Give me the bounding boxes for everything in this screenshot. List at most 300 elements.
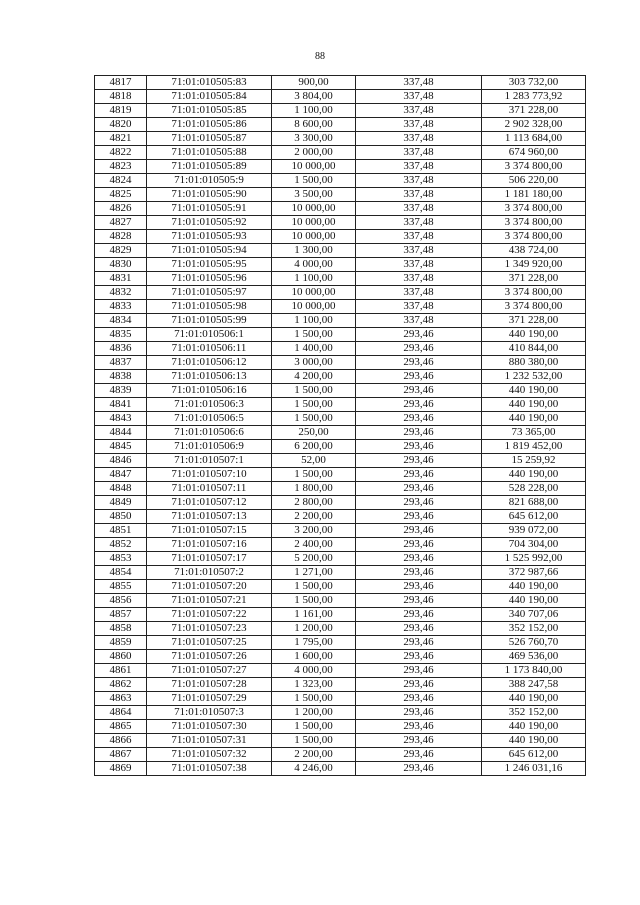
cadastral-number-cell: 71:01:010507:2 (147, 566, 272, 580)
row-number-cell: 4835 (95, 328, 147, 342)
specific-value-cell: 293,46 (356, 622, 482, 636)
area-cell: 4 200,00 (272, 370, 356, 384)
cadastral-number-cell: 71:01:010507:12 (147, 496, 272, 510)
cadastral-number-cell: 71:01:010505:92 (147, 216, 272, 230)
cadastral-value-cell: 1 113 684,00 (482, 132, 586, 146)
cadastral-value-cell: 73 365,00 (482, 426, 586, 440)
cadastral-number-cell: 71:01:010505:96 (147, 272, 272, 286)
row-number-cell: 4850 (95, 510, 147, 524)
specific-value-cell: 293,46 (356, 664, 482, 678)
row-number-cell: 4857 (95, 608, 147, 622)
cadastral-value-cell: 352 152,00 (482, 706, 586, 720)
cadastral-number-cell: 71:01:010507:27 (147, 664, 272, 678)
row-number-cell: 4866 (95, 734, 147, 748)
specific-value-cell: 293,46 (356, 538, 482, 552)
specific-value-cell: 293,46 (356, 706, 482, 720)
table-row (95, 160, 586, 174)
row-number-cell: 4825 (95, 188, 147, 202)
row-number-cell: 4854 (95, 566, 147, 580)
specific-value-cell: 337,48 (356, 244, 482, 258)
cadastral-number-cell: 71:01:010507:28 (147, 678, 272, 692)
cadastral-number-cell: 71:01:010507:15 (147, 524, 272, 538)
specific-value-cell: 337,48 (356, 300, 482, 314)
cadastral-value-cell: 3 374 800,00 (482, 286, 586, 300)
row-number-cell: 4864 (95, 706, 147, 720)
area-cell: 1 500,00 (272, 398, 356, 412)
area-cell: 1 500,00 (272, 594, 356, 608)
specific-value-cell: 293,46 (356, 426, 482, 440)
table-row (95, 650, 586, 664)
table-row (95, 552, 586, 566)
specific-value-cell: 337,48 (356, 258, 482, 272)
row-number-cell: 4821 (95, 132, 147, 146)
cadastral-number-cell: 71:01:010505:97 (147, 286, 272, 300)
cadastral-value-cell: 1 349 920,00 (482, 258, 586, 272)
row-number-cell: 4826 (95, 202, 147, 216)
cadastral-number-cell: 71:01:010507:23 (147, 622, 272, 636)
area-cell: 1 300,00 (272, 244, 356, 258)
area-cell: 2 200,00 (272, 510, 356, 524)
cadastral-number-cell: 71:01:010506:9 (147, 440, 272, 454)
area-cell: 1 161,00 (272, 608, 356, 622)
table-row (95, 440, 586, 454)
area-cell: 1 795,00 (272, 636, 356, 650)
table-row (95, 608, 586, 622)
cadastral-number-cell: 71:01:010506:16 (147, 384, 272, 398)
area-cell: 1 500,00 (272, 692, 356, 706)
specific-value-cell: 337,48 (356, 146, 482, 160)
cadastral-value-cell: 3 374 800,00 (482, 230, 586, 244)
row-number-cell: 4851 (95, 524, 147, 538)
row-number-cell: 4827 (95, 216, 147, 230)
row-number-cell: 4869 (95, 762, 147, 776)
table-row (95, 566, 586, 580)
table-row (95, 244, 586, 258)
table-row (95, 272, 586, 286)
specific-value-cell: 293,46 (356, 720, 482, 734)
cadastral-value-cell: 526 760,70 (482, 636, 586, 650)
specific-value-cell: 293,46 (356, 496, 482, 510)
table-row (95, 580, 586, 594)
table-row (95, 356, 586, 370)
row-number-cell: 4831 (95, 272, 147, 286)
area-cell: 1 400,00 (272, 342, 356, 356)
cadastral-value-cell: 1 819 452,00 (482, 440, 586, 454)
cadastral-number-cell: 71:01:010505:95 (147, 258, 272, 272)
specific-value-cell: 293,46 (356, 552, 482, 566)
row-number-cell: 4855 (95, 580, 147, 594)
cadastral-number-cell: 71:01:010506:6 (147, 426, 272, 440)
area-cell: 8 600,00 (272, 118, 356, 132)
cadastral-value-cell: 440 190,00 (482, 384, 586, 398)
table-row (95, 510, 586, 524)
row-number-cell: 4852 (95, 538, 147, 552)
cadastral-value-cell: 440 190,00 (482, 720, 586, 734)
specific-value-cell: 337,48 (356, 286, 482, 300)
page-number: 88 (315, 51, 325, 62)
cadastral-value-cell: 3 374 800,00 (482, 160, 586, 174)
area-cell: 2 800,00 (272, 496, 356, 510)
table-row (95, 720, 586, 734)
specific-value-cell: 293,46 (356, 594, 482, 608)
row-number-cell: 4856 (95, 594, 147, 608)
row-number-cell: 4833 (95, 300, 147, 314)
table-row (95, 300, 586, 314)
table-row (95, 216, 586, 230)
cadastral-number-cell: 71:01:010507:22 (147, 608, 272, 622)
cadastral-number-cell: 71:01:010506:12 (147, 356, 272, 370)
table-row (95, 132, 586, 146)
area-cell: 3 804,00 (272, 90, 356, 104)
cadastral-number-cell: 71:01:010507:10 (147, 468, 272, 482)
cadastral-value-cell: 645 612,00 (482, 510, 586, 524)
cadastral-number-cell: 71:01:010507:32 (147, 748, 272, 762)
specific-value-cell: 337,48 (356, 174, 482, 188)
row-number-cell: 4841 (95, 398, 147, 412)
cadastral-value-cell: 880 380,00 (482, 356, 586, 370)
cadastral-value-cell: 1 283 773,92 (482, 90, 586, 104)
area-cell: 3 300,00 (272, 132, 356, 146)
area-cell: 5 200,00 (272, 552, 356, 566)
specific-value-cell: 293,46 (356, 636, 482, 650)
table-row (95, 524, 586, 538)
cadastral-number-cell: 71:01:010505:93 (147, 230, 272, 244)
table-row (95, 454, 586, 468)
specific-value-cell: 293,46 (356, 762, 482, 776)
cadastral-number-cell: 71:01:010505:83 (147, 76, 272, 90)
cadastral-value-cell: 371 228,00 (482, 272, 586, 286)
specific-value-cell: 293,46 (356, 510, 482, 524)
table-row (95, 328, 586, 342)
cadastral-value-cell: 939 072,00 (482, 524, 586, 538)
cadastral-value-cell: 440 190,00 (482, 468, 586, 482)
table-row (95, 468, 586, 482)
area-cell: 250,00 (272, 426, 356, 440)
row-number-cell: 4843 (95, 412, 147, 426)
row-number-cell: 4846 (95, 454, 147, 468)
specific-value-cell: 337,48 (356, 230, 482, 244)
table-row (95, 622, 586, 636)
specific-value-cell: 337,48 (356, 188, 482, 202)
cadastral-number-cell: 71:01:010505:84 (147, 90, 272, 104)
cadastral-value-cell: 528 228,00 (482, 482, 586, 496)
cadastral-number-cell: 71:01:010507:17 (147, 552, 272, 566)
row-number-cell: 4861 (95, 664, 147, 678)
table-row (95, 482, 586, 496)
table-row (95, 496, 586, 510)
area-cell: 1 500,00 (272, 328, 356, 342)
area-cell: 1 100,00 (272, 272, 356, 286)
table-row (95, 146, 586, 160)
area-cell: 1 500,00 (272, 580, 356, 594)
specific-value-cell: 337,48 (356, 76, 482, 90)
area-cell: 52,00 (272, 454, 356, 468)
specific-value-cell: 293,46 (356, 342, 482, 356)
cadastral-value-table (94, 75, 586, 776)
cadastral-number-cell: 71:01:010506:13 (147, 370, 272, 384)
cadastral-value-cell: 674 960,00 (482, 146, 586, 160)
row-number-cell: 4859 (95, 636, 147, 650)
row-number-cell: 4858 (95, 622, 147, 636)
cadastral-value-cell: 340 707,06 (482, 608, 586, 622)
cadastral-value-cell: 440 190,00 (482, 594, 586, 608)
table-row (95, 342, 586, 356)
area-cell: 4 000,00 (272, 664, 356, 678)
row-number-cell: 4830 (95, 258, 147, 272)
area-cell: 1 271,00 (272, 566, 356, 580)
specific-value-cell: 293,46 (356, 384, 482, 398)
row-number-cell: 4849 (95, 496, 147, 510)
cadastral-value-cell: 506 220,00 (482, 174, 586, 188)
cadastral-number-cell: 71:01:010507:26 (147, 650, 272, 664)
area-cell: 1 500,00 (272, 720, 356, 734)
specific-value-cell: 337,48 (356, 104, 482, 118)
cadastral-value-cell: 1 173 840,00 (482, 664, 586, 678)
row-number-cell: 4836 (95, 342, 147, 356)
row-number-cell: 4818 (95, 90, 147, 104)
area-cell: 10 000,00 (272, 216, 356, 230)
table-row (95, 258, 586, 272)
area-cell: 1 500,00 (272, 734, 356, 748)
row-number-cell: 4828 (95, 230, 147, 244)
cadastral-number-cell: 71:01:010505:9 (147, 174, 272, 188)
cadastral-number-cell: 71:01:010507:21 (147, 594, 272, 608)
area-cell: 4 246,00 (272, 762, 356, 776)
table-row (95, 104, 586, 118)
table-row (95, 90, 586, 104)
row-number-cell: 4862 (95, 678, 147, 692)
table-row (95, 384, 586, 398)
row-number-cell: 4853 (95, 552, 147, 566)
area-cell: 3 200,00 (272, 524, 356, 538)
cadastral-number-cell: 71:01:010505:87 (147, 132, 272, 146)
cadastral-value-cell: 469 536,00 (482, 650, 586, 664)
row-number-cell: 4865 (95, 720, 147, 734)
cadastral-number-cell: 71:01:010505:98 (147, 300, 272, 314)
row-number-cell: 4838 (95, 370, 147, 384)
cadastral-value-cell: 410 844,00 (482, 342, 586, 356)
specific-value-cell: 293,46 (356, 524, 482, 538)
cadastral-number-cell: 71:01:010507:31 (147, 734, 272, 748)
specific-value-cell: 337,48 (356, 90, 482, 104)
cadastral-number-cell: 71:01:010505:85 (147, 104, 272, 118)
area-cell: 1 323,00 (272, 678, 356, 692)
specific-value-cell: 293,46 (356, 566, 482, 580)
cadastral-number-cell: 71:01:010506:3 (147, 398, 272, 412)
table-row (95, 412, 586, 426)
cadastral-value-cell: 704 304,00 (482, 538, 586, 552)
row-number-cell: 4823 (95, 160, 147, 174)
area-cell: 1 500,00 (272, 174, 356, 188)
specific-value-cell: 293,46 (356, 650, 482, 664)
cadastral-number-cell: 71:01:010505:86 (147, 118, 272, 132)
cadastral-value-cell: 3 374 800,00 (482, 300, 586, 314)
table-body (95, 76, 586, 776)
cadastral-value-cell: 440 190,00 (482, 692, 586, 706)
cadastral-value-cell: 3 374 800,00 (482, 216, 586, 230)
cadastral-number-cell: 71:01:010505:88 (147, 146, 272, 160)
specific-value-cell: 337,48 (356, 118, 482, 132)
cadastral-value-cell: 15 259,92 (482, 454, 586, 468)
table-row (95, 636, 586, 650)
cadastral-value-cell: 645 612,00 (482, 748, 586, 762)
cadastral-number-cell: 71:01:010507:16 (147, 538, 272, 552)
cadastral-value-cell: 1 525 992,00 (482, 552, 586, 566)
row-number-cell: 4845 (95, 440, 147, 454)
cadastral-number-cell: 71:01:010507:29 (147, 692, 272, 706)
row-number-cell: 4817 (95, 76, 147, 90)
area-cell: 3 500,00 (272, 188, 356, 202)
row-number-cell: 4837 (95, 356, 147, 370)
table-row (95, 594, 586, 608)
table-row (95, 692, 586, 706)
cadastral-value-cell: 371 228,00 (482, 104, 586, 118)
area-cell: 1 100,00 (272, 104, 356, 118)
cadastral-number-cell: 71:01:010505:99 (147, 314, 272, 328)
row-number-cell: 4863 (95, 692, 147, 706)
cadastral-value-cell: 1 181 180,00 (482, 188, 586, 202)
specific-value-cell: 293,46 (356, 692, 482, 706)
cadastral-number-cell: 71:01:010507:25 (147, 636, 272, 650)
row-number-cell: 4824 (95, 174, 147, 188)
cadastral-number-cell: 71:01:010506:1 (147, 328, 272, 342)
cadastral-number-cell: 71:01:010507:20 (147, 580, 272, 594)
specific-value-cell: 337,48 (356, 314, 482, 328)
cadastral-value-cell: 440 190,00 (482, 328, 586, 342)
specific-value-cell: 293,46 (356, 734, 482, 748)
table-row (95, 202, 586, 216)
cadastral-number-cell: 71:01:010507:38 (147, 762, 272, 776)
table-row (95, 734, 586, 748)
area-cell: 1 100,00 (272, 314, 356, 328)
row-number-cell: 4819 (95, 104, 147, 118)
row-number-cell: 4844 (95, 426, 147, 440)
specific-value-cell: 293,46 (356, 454, 482, 468)
cadastral-value-cell: 1 232 532,00 (482, 370, 586, 384)
cadastral-value-cell: 352 152,00 (482, 622, 586, 636)
table-row (95, 174, 586, 188)
area-cell: 1 500,00 (272, 412, 356, 426)
cadastral-value-cell: 440 190,00 (482, 412, 586, 426)
table-row (95, 426, 586, 440)
area-cell: 1 500,00 (272, 468, 356, 482)
specific-value-cell: 337,48 (356, 216, 482, 230)
area-cell: 10 000,00 (272, 202, 356, 216)
area-cell: 1 600,00 (272, 650, 356, 664)
row-number-cell: 4848 (95, 482, 147, 496)
specific-value-cell: 293,46 (356, 412, 482, 426)
cadastral-value-cell: 388 247,58 (482, 678, 586, 692)
cadastral-value-cell: 440 190,00 (482, 580, 586, 594)
cadastral-value-cell: 440 190,00 (482, 734, 586, 748)
cadastral-value-cell: 1 246 031,16 (482, 762, 586, 776)
area-cell: 10 000,00 (272, 300, 356, 314)
row-number-cell: 4847 (95, 468, 147, 482)
area-cell: 10 000,00 (272, 230, 356, 244)
cadastral-number-cell: 71:01:010507:11 (147, 482, 272, 496)
cadastral-number-cell: 71:01:010507:13 (147, 510, 272, 524)
row-number-cell: 4834 (95, 314, 147, 328)
specific-value-cell: 293,46 (356, 440, 482, 454)
area-cell: 6 200,00 (272, 440, 356, 454)
table-row (95, 398, 586, 412)
area-cell: 2 400,00 (272, 538, 356, 552)
table-row (95, 538, 586, 552)
cadastral-number-cell: 71:01:010505:89 (147, 160, 272, 174)
specific-value-cell: 293,46 (356, 328, 482, 342)
row-number-cell: 4829 (95, 244, 147, 258)
area-cell: 3 000,00 (272, 356, 356, 370)
area-cell: 4 000,00 (272, 258, 356, 272)
area-cell: 2 200,00 (272, 748, 356, 762)
specific-value-cell: 293,46 (356, 608, 482, 622)
cadastral-value-cell: 372 987,66 (482, 566, 586, 580)
cadastral-value-cell: 371 228,00 (482, 314, 586, 328)
row-number-cell: 4832 (95, 286, 147, 300)
area-cell: 1 200,00 (272, 706, 356, 720)
specific-value-cell: 337,48 (356, 202, 482, 216)
area-cell: 1 500,00 (272, 384, 356, 398)
cadastral-number-cell: 71:01:010506:5 (147, 412, 272, 426)
row-number-cell: 4867 (95, 748, 147, 762)
table-row (95, 678, 586, 692)
cadastral-value-cell: 2 902 328,00 (482, 118, 586, 132)
cadastral-number-cell: 71:01:010507:3 (147, 706, 272, 720)
cadastral-value-cell: 303 732,00 (482, 76, 586, 90)
table-row (95, 76, 586, 90)
row-number-cell: 4820 (95, 118, 147, 132)
row-number-cell: 4839 (95, 384, 147, 398)
cadastral-value-cell: 3 374 800,00 (482, 202, 586, 216)
area-cell: 1 800,00 (272, 482, 356, 496)
specific-value-cell: 293,46 (356, 370, 482, 384)
cadastral-value-cell: 438 724,00 (482, 244, 586, 258)
cadastral-number-cell: 71:01:010507:1 (147, 454, 272, 468)
table-row (95, 664, 586, 678)
cadastral-number-cell: 71:01:010505:91 (147, 202, 272, 216)
specific-value-cell: 293,46 (356, 748, 482, 762)
table-row (95, 706, 586, 720)
specific-value-cell: 337,48 (356, 272, 482, 286)
table-row (95, 370, 586, 384)
area-cell: 10 000,00 (272, 286, 356, 300)
specific-value-cell: 293,46 (356, 482, 482, 496)
cadastral-number-cell: 71:01:010506:11 (147, 342, 272, 356)
area-cell: 900,00 (272, 76, 356, 90)
specific-value-cell: 293,46 (356, 678, 482, 692)
row-number-cell: 4860 (95, 650, 147, 664)
area-cell: 2 000,00 (272, 146, 356, 160)
specific-value-cell: 293,46 (356, 468, 482, 482)
cadastral-value-cell: 821 688,00 (482, 496, 586, 510)
cadastral-number-cell: 71:01:010507:30 (147, 720, 272, 734)
specific-value-cell: 293,46 (356, 398, 482, 412)
table-row (95, 748, 586, 762)
table-row (95, 286, 586, 300)
cadastral-number-cell: 71:01:010505:94 (147, 244, 272, 258)
row-number-cell: 4822 (95, 146, 147, 160)
table-row (95, 314, 586, 328)
cadastral-value-cell: 440 190,00 (482, 398, 586, 412)
table-row (95, 230, 586, 244)
table-row (95, 188, 586, 202)
specific-value-cell: 293,46 (356, 356, 482, 370)
specific-value-cell: 337,48 (356, 160, 482, 174)
cadastral-number-cell: 71:01:010505:90 (147, 188, 272, 202)
table-row (95, 118, 586, 132)
area-cell: 10 000,00 (272, 160, 356, 174)
specific-value-cell: 293,46 (356, 580, 482, 594)
